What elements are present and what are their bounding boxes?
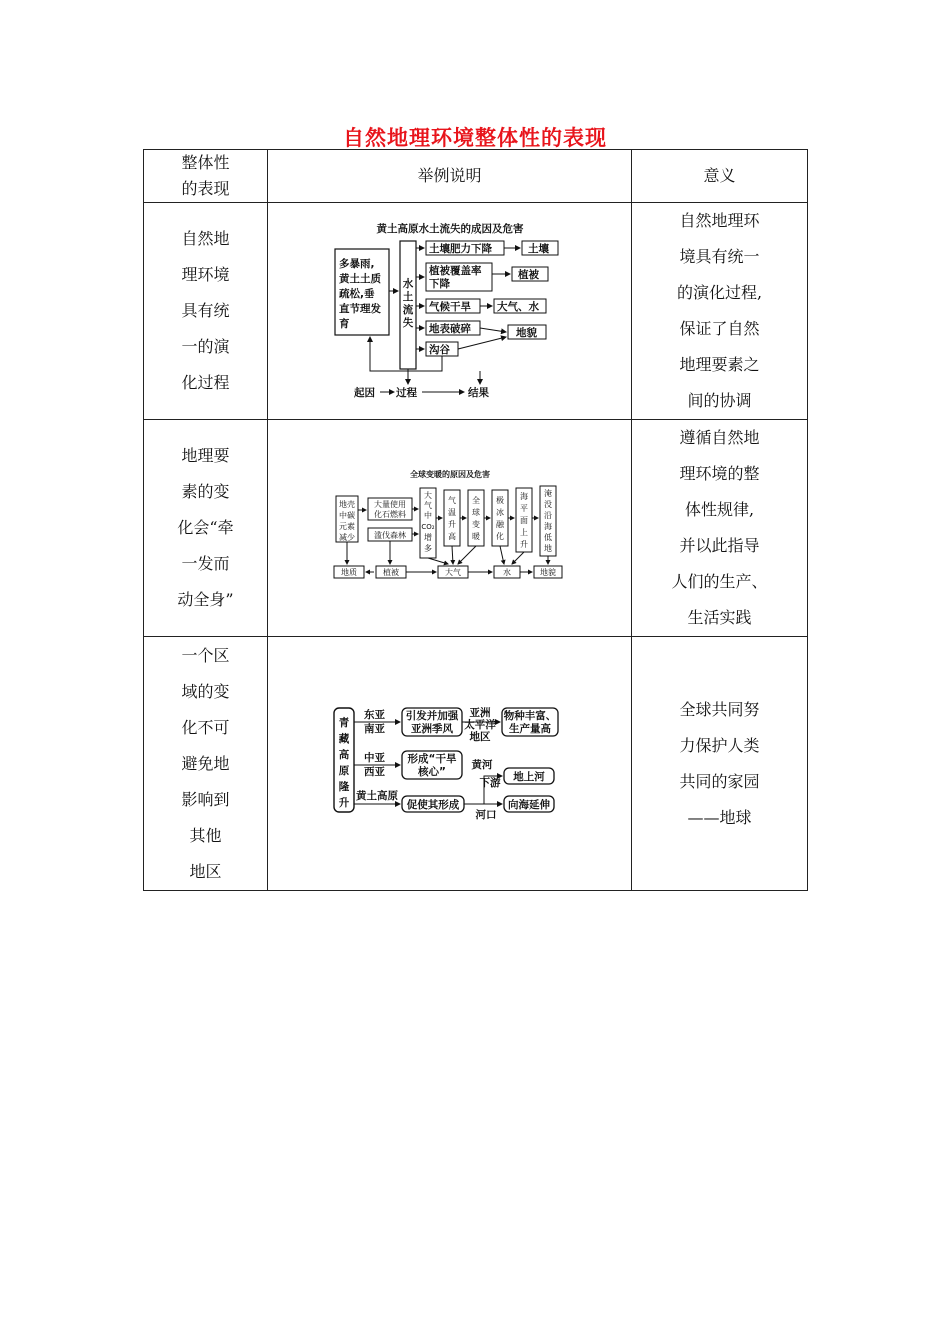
svg-text:地貌: 地貌 <box>539 568 556 577</box>
svg-text:土: 土 <box>402 291 413 303</box>
svg-text:气候干旱: 气候干旱 <box>428 301 471 313</box>
svg-text:生产量高: 生产量高 <box>508 722 551 735</box>
svg-text:冰: 冰 <box>495 508 504 517</box>
svg-text:植被覆盖率: 植被覆盖率 <box>428 265 481 277</box>
page-title: 自然地理环境整体性的表现 <box>343 125 607 150</box>
header-row <box>144 150 808 203</box>
svg-text:隆: 隆 <box>338 780 349 793</box>
svg-text:海: 海 <box>519 492 528 501</box>
soil-erosion-diagram <box>330 221 570 401</box>
svg-text:融: 融 <box>495 520 504 529</box>
svg-text:面: 面 <box>519 516 528 525</box>
table-row <box>144 637 808 891</box>
svg-text:大: 大 <box>423 491 432 500</box>
svg-text:青: 青 <box>338 716 349 729</box>
svg-text:多: 多 <box>423 544 432 553</box>
svg-text:水: 水 <box>502 568 511 577</box>
row-meaning: 遵循自然地 理环境的整 体性规律, 并以此指导 人们的生产、 生活实践 <box>632 420 808 637</box>
svg-text:土壤: 土壤 <box>527 243 549 255</box>
svg-text:过程: 过程 <box>395 387 417 399</box>
svg-text:气: 气 <box>423 501 432 510</box>
svg-text:流: 流 <box>402 304 413 316</box>
svg-text:地壳: 地壳 <box>338 500 355 509</box>
svg-text:多暴雨,: 多暴雨, <box>338 258 374 270</box>
svg-text:极: 极 <box>495 496 504 505</box>
header-example: 举例说明 <box>268 150 632 203</box>
global-warming-diagram <box>332 468 568 588</box>
svg-text:引发并加强: 引发并加强 <box>405 709 458 722</box>
svg-text:形成“干旱: 形成“干旱 <box>407 752 456 765</box>
svg-text:元素: 元素 <box>338 522 355 531</box>
svg-text:结果: 结果 <box>467 387 489 399</box>
svg-text:滥伐森林: 滥伐森林 <box>373 531 406 540</box>
diagram-title: 黄土高原水土流失的成因及危害 <box>376 223 523 235</box>
svg-text:全: 全 <box>471 496 480 505</box>
svg-text:淹: 淹 <box>543 489 552 498</box>
svg-text:升: 升 <box>338 796 349 809</box>
expression-table <box>143 149 808 891</box>
svg-text:黄河: 黄河 <box>471 758 492 771</box>
svg-text:平: 平 <box>519 504 528 513</box>
svg-text:育: 育 <box>338 318 349 330</box>
svg-text:西亚: 西亚 <box>363 765 385 778</box>
svg-text:升: 升 <box>519 540 528 549</box>
svg-text:大气、水: 大气、水 <box>496 301 539 313</box>
svg-text:沟谷: 沟谷 <box>428 344 450 356</box>
svg-text:土壤肥力下降: 土壤肥力下降 <box>428 243 492 255</box>
svg-text:亚洲季风: 亚洲季风 <box>410 722 453 735</box>
svg-text:核心”: 核心” <box>417 765 446 778</box>
svg-text:地上河: 地上河 <box>512 770 545 783</box>
header-meaning: 意义 <box>632 150 808 203</box>
svg-text:地貌: 地貌 <box>515 327 537 339</box>
row-label: 地理要 素的变 化会“牵 一发而 动全身” <box>144 420 268 637</box>
svg-text:气: 气 <box>447 496 456 505</box>
diagram-cell <box>268 637 632 891</box>
svg-text:CO₂: CO₂ <box>420 523 435 531</box>
svg-text:植被: 植被 <box>517 269 539 281</box>
svg-text:没: 没 <box>543 500 552 509</box>
svg-text:直节理发: 直节理发 <box>338 303 381 315</box>
svg-text:变: 变 <box>471 520 480 529</box>
plateau-uplift-diagram <box>330 704 570 824</box>
svg-text:温: 温 <box>447 508 456 517</box>
svg-text:东亚: 东亚 <box>363 708 385 721</box>
svg-text:黄土土质: 黄土土质 <box>338 273 381 285</box>
svg-text:沿: 沿 <box>543 511 552 520</box>
svg-text:地: 地 <box>543 544 552 553</box>
diagram-cell <box>268 203 632 420</box>
svg-text:地表破碎: 地表破碎 <box>428 323 471 335</box>
row-meaning: 自然地理环 境具有统一 的演化过程, 保证了自然 地理要素之 间的协调 <box>632 203 808 420</box>
svg-text:物种丰富、: 物种丰富、 <box>503 709 556 722</box>
svg-text:高: 高 <box>338 748 349 761</box>
row-label: 自然地 理环境 具有统 一的演 化过程 <box>144 203 268 420</box>
svg-text:黄土高原: 黄土高原 <box>355 789 398 802</box>
svg-text:原: 原 <box>338 764 349 777</box>
svg-text:植被: 植被 <box>382 568 399 577</box>
svg-text:藏: 藏 <box>338 732 349 745</box>
svg-text:起因: 起因 <box>353 387 375 399</box>
svg-text:中碳: 中碳 <box>338 511 355 520</box>
svg-text:化石燃料: 化石燃料 <box>373 510 406 519</box>
table-row <box>144 420 808 637</box>
svg-text:中: 中 <box>423 511 432 520</box>
svg-text:球: 球 <box>471 508 480 517</box>
svg-text:河口: 河口 <box>475 808 496 821</box>
svg-text:增: 增 <box>423 533 432 542</box>
diagram-title: 全球变暖的原因及危害 <box>409 470 490 479</box>
svg-text:大气: 大气 <box>444 568 461 577</box>
svg-text:下游: 下游 <box>479 776 500 789</box>
svg-text:低: 低 <box>543 533 552 542</box>
svg-text:亚洲: 亚洲 <box>469 706 490 719</box>
svg-text:水: 水 <box>402 278 413 290</box>
svg-text:向海延伸: 向海延伸 <box>507 798 550 811</box>
svg-text:暖: 暖 <box>471 532 480 541</box>
svg-text:南亚: 南亚 <box>363 722 385 735</box>
svg-text:促使其形成: 促使其形成 <box>406 798 459 811</box>
svg-text:地质: 地质 <box>340 568 357 577</box>
svg-text:失: 失 <box>402 317 413 329</box>
row-label: 一个区 域的变 化不可 避免地 影响到 其他 地区 <box>144 637 268 891</box>
svg-text:大量使用: 大量使用 <box>373 500 406 509</box>
svg-text:疏松,垂: 疏松,垂 <box>338 288 374 300</box>
diagram-cell <box>268 420 632 637</box>
svg-text:太平洋: 太平洋 <box>463 718 496 731</box>
svg-text:减少: 减少 <box>338 533 355 542</box>
svg-text:高: 高 <box>447 532 456 541</box>
svg-text:升: 升 <box>447 520 456 529</box>
svg-text:地区: 地区 <box>469 730 490 743</box>
row-meaning: 全球共同努 力保护人类 共同的家园 ——地球 <box>632 637 808 891</box>
svg-text:下降: 下降 <box>428 278 450 290</box>
svg-text:化: 化 <box>495 532 504 541</box>
svg-text:中亚: 中亚 <box>363 751 385 764</box>
svg-text:海: 海 <box>543 522 552 531</box>
header-expression: 整体性 的表现 <box>144 150 268 203</box>
table-row <box>144 203 808 420</box>
svg-text:上: 上 <box>519 528 528 537</box>
